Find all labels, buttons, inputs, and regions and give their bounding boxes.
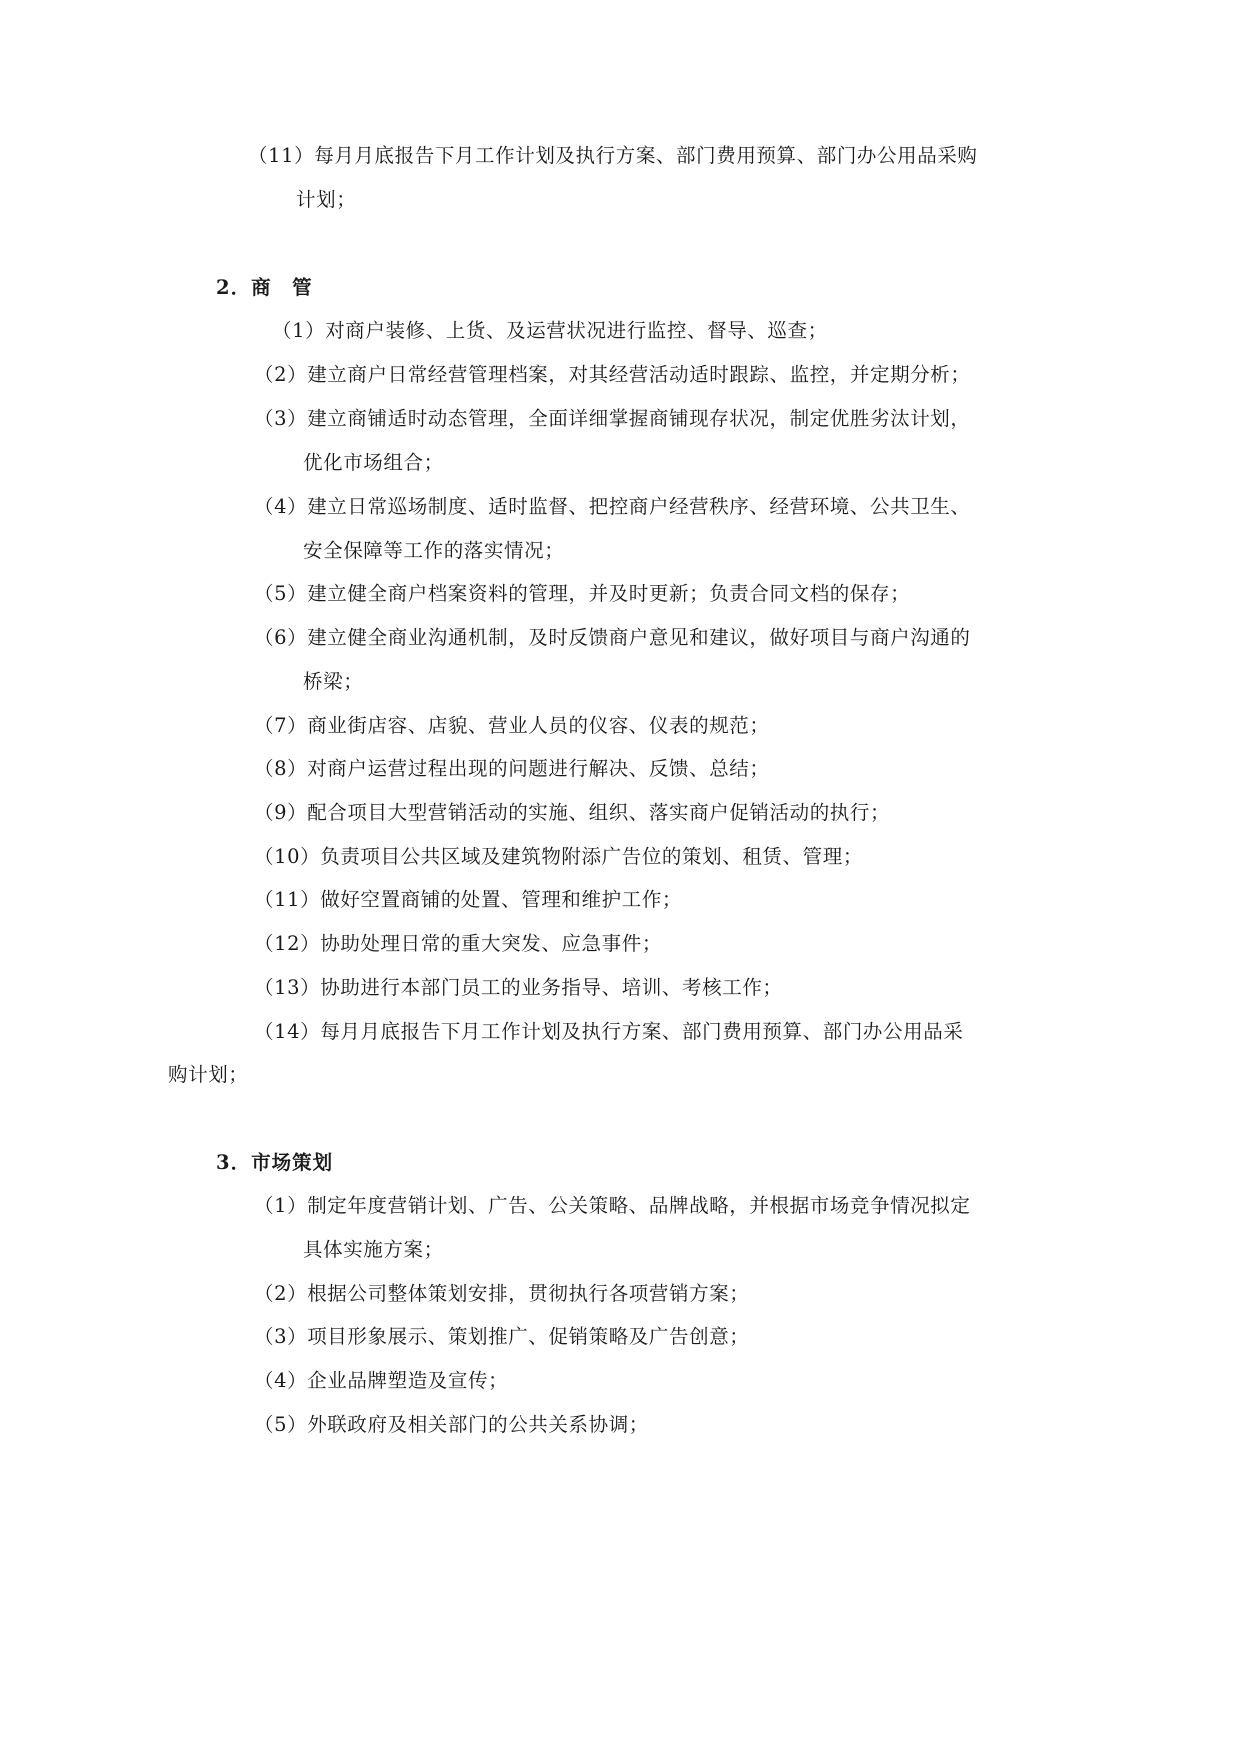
list-item: （1）对商户装修、上货、及运营状况进行监控、督导、巡查； — [272, 319, 828, 342]
list-item-continuation: 购计划； — [168, 1063, 249, 1086]
list-item: （12）协助处理日常的重大突发、应急事件； — [254, 932, 662, 955]
list-item: （3）建立商铺适时动态管理，全面详细掌握商铺现存状况，制定优胜劣汰计划， — [254, 407, 971, 430]
list-item: （10）负责项目公共区域及建筑物附添广告位的策划、租赁、管理； — [254, 845, 863, 868]
list-item: （9）配合项目大型营销活动的实施、组织、落实商户促销活动的执行； — [254, 801, 891, 824]
list-item-continuation: 具体实施方案； — [303, 1238, 444, 1261]
list-item: （14）每月月底报告下月工作计划及执行方案、部门费用预算、部门办公用品采 — [254, 1020, 964, 1043]
list-item: （4）建立日常巡场制度、适时监督、把控商户经营秩序、经营环境、公共卫生、 — [254, 495, 971, 518]
list-item: （5）建立健全商户档案资料的管理，并及时更新；负责合同文档的保存； — [254, 582, 911, 605]
list-item-continuation: 优化市场组合； — [303, 451, 444, 474]
list-item: （6）建立健全商业沟通机制，及时反馈商户意见和建议，做好项目与商户沟通的 — [254, 626, 971, 649]
section-heading: 2．商 管 — [216, 276, 313, 299]
list-item: （2）根据公司整体策划安排，贯彻执行各项营销方案； — [254, 1282, 750, 1305]
section-heading: 3．市场策划 — [216, 1151, 334, 1174]
list-item: （13）协助进行本部门员工的业务指导、培训、考核工作； — [254, 976, 783, 999]
list-item: （7）商业街店容、店貌、营业人员的仪容、仪表的规范； — [254, 714, 770, 737]
list-item: （8）对商户运营过程出现的问题进行解决、反馈、总结； — [254, 757, 770, 780]
list-item: （1）制定年度营销计划、广告、公关策略、品牌战略，并根据市场竞争情况拟定 — [254, 1194, 971, 1217]
list-item-continuation: 安全保障等工作的落实情况； — [303, 539, 565, 562]
list-item: （3）项目形象展示、策划推广、促销策略及广告创意； — [254, 1325, 750, 1348]
list-item: （4）企业品牌塑造及宣传； — [254, 1369, 509, 1392]
list-item: （5）外联政府及相关部门的公共关系协调； — [254, 1413, 649, 1436]
paragraph-line: 计划； — [296, 188, 357, 211]
paragraph-line: （11）每月月底报告下月工作计划及执行方案、部门费用预算、部门办公用品采购 — [248, 144, 978, 167]
list-item: （11）做好空置商铺的处置、管理和维护工作； — [254, 888, 683, 911]
list-item: （2）建立商户日常经营管理档案，对其经营活动适时跟踪、监控，并定期分析； — [254, 363, 971, 386]
list-item-continuation: 桥梁； — [303, 670, 364, 693]
